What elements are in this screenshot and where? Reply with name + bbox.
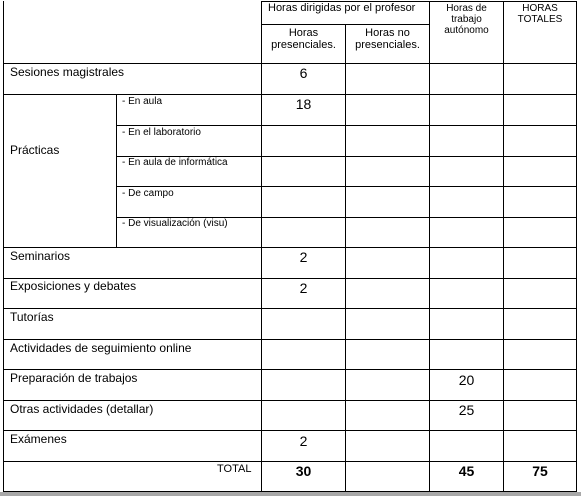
bottom-border-bar bbox=[0, 492, 581, 496]
cell-aula-presenciales: 18 bbox=[295, 96, 312, 112]
header-no-presenciales: Horas no presenciales. bbox=[355, 27, 420, 51]
row-label-exposiciones: Exposiciones y debates bbox=[10, 279, 137, 293]
cell-examenes-presenciales: 2 bbox=[299, 433, 308, 449]
row-label-practicas: Prácticas bbox=[10, 143, 60, 157]
total-autonomo: 45 bbox=[458, 463, 475, 479]
total-totales: 75 bbox=[532, 463, 548, 479]
total-label: TOTAL bbox=[217, 463, 252, 475]
cell-exposiciones-presenciales: 2 bbox=[299, 280, 308, 296]
header-totales: HORAS TOTALES bbox=[517, 3, 563, 25]
total-presenciales: 30 bbox=[295, 463, 312, 479]
header-group-label: Horas dirigidas por el profesor bbox=[268, 2, 416, 14]
cell-seminarios-presenciales: 2 bbox=[299, 249, 308, 265]
row-label-tutorias: Tutorías bbox=[10, 310, 54, 324]
cell-otras-autonomo: 25 bbox=[458, 402, 475, 418]
row-label-otras: Otras actividades (detallar) bbox=[10, 402, 154, 416]
row-label-online: Actividades de seguimiento online bbox=[10, 341, 192, 355]
header-autonomo: Horas de trabajo autónomo bbox=[444, 3, 489, 36]
row-label-examenes: Exámenes bbox=[10, 432, 67, 446]
sub-label-laboratorio: - En el laboratorio bbox=[122, 127, 201, 138]
cell-trabajos-autonomo: 20 bbox=[458, 372, 475, 388]
header-presenciales: Horas presenciales. bbox=[271, 27, 336, 51]
cell-sesiones-presenciales: 6 bbox=[299, 65, 308, 81]
row-label-seminarios: Seminarios bbox=[10, 249, 71, 263]
row-label-trabajos: Preparación de trabajos bbox=[10, 371, 138, 385]
sub-label-informatica: - En aula de informática bbox=[122, 157, 228, 168]
row-label-sesiones: Sesiones magistrales bbox=[10, 65, 125, 79]
sub-label-visualizacion: - De visualización (visu) bbox=[122, 218, 228, 229]
sub-label-campo: - De campo bbox=[122, 188, 174, 199]
sub-label-aula: - En aula bbox=[122, 96, 163, 107]
